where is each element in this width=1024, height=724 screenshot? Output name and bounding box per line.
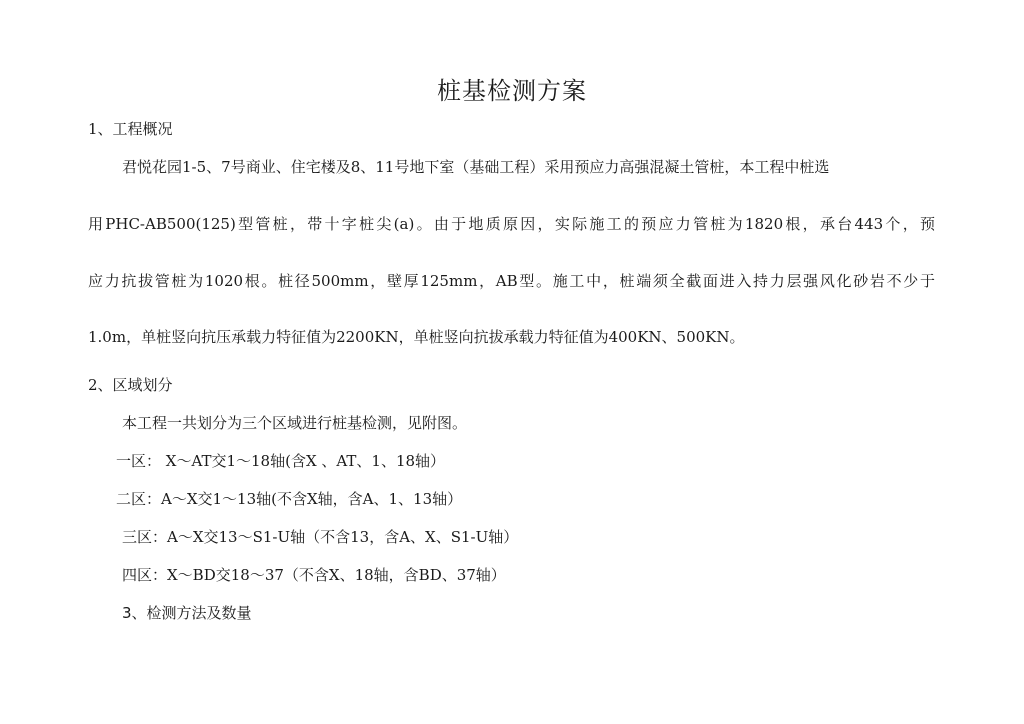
zone-4: 四区：X～BD交18～37（不含X、18轴，含BD、37轴） — [122, 566, 506, 584]
paragraph-line-2: 用PHC-AB500(125)型管桩，带十字桩尖(a)。由于地质原因，实际施工的预应力管桩为1820根，承台443个，预 — [88, 215, 935, 233]
section-3-heading: 3、检测方法及数量 — [122, 604, 252, 622]
section-1-heading: 1、工程概况 — [88, 120, 173, 138]
document-title: 桩基检测方案 — [437, 77, 587, 105]
paragraph-line-3: 应力抗拔管桩为1020根。桩径500mm，壁厚125mm，AB型。施工中，桩端须全截面进入持力层强风化砂岩不少于 — [88, 272, 935, 290]
section-2-heading: 2、区域划分 — [88, 376, 173, 394]
section-2-intro: 本工程一共划分为三个区域进行桩基检测，见附图。 — [122, 414, 468, 432]
zone-1: 一区： X～AT交1～18轴(含X 、AT、1、18轴） — [116, 452, 446, 470]
paragraph-line-4: 1.0m，单桩竖向抗压承载力特征值为2200KN，单桩竖向抗拔承载力特征值为400KN、500KN。 — [88, 328, 745, 346]
zone-2: 二区：A～X交1～13轴(不含X轴，含A、1、13轴） — [116, 490, 463, 508]
paragraph-line-1: 君悦花园1-5、7号商业、住宅楼及8、11号地下室（基础工程）采用预应力高强混凝土管桩，本工程中桩选 — [122, 158, 830, 176]
zone-3: 三区：A～X交13～S1-U轴（不含13，含A、X、S1-U轴） — [122, 528, 519, 546]
